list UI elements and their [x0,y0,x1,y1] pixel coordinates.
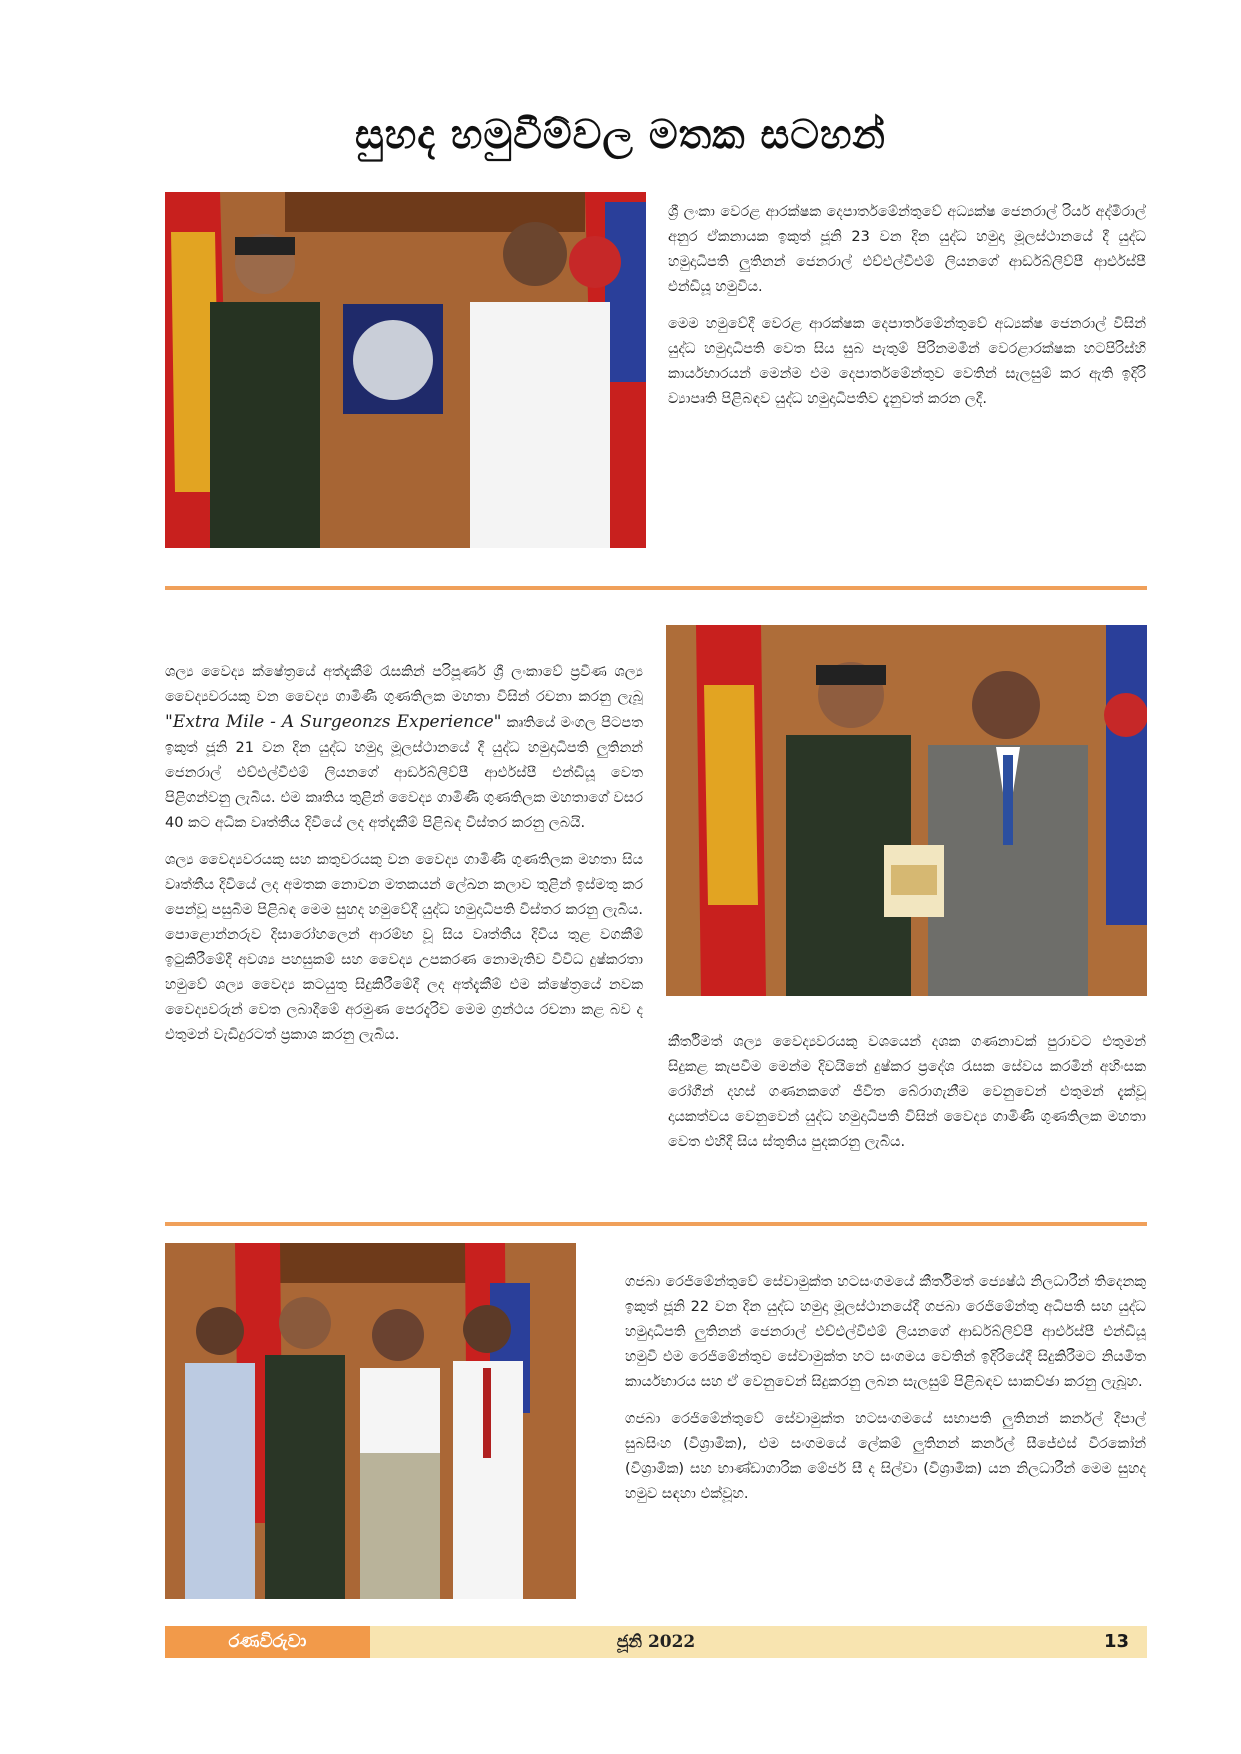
section3-paragraph-2: ගජබා රෙජිමේන්තුවේ සේවාමුක්ත හටසංගමයේ සභාපති ලුතිනන් කර්නල් දීපාල් සුබසිංහ (විශ්‍රාමික), එම සංගමයේ ලේකම් ලුතිනන් කර්නල් සීජේඑස් වීරකෝන් (විශ්‍රාමික) සහ භාණ්ඩාගාරික මේජර් සී ද සිල්වා (විශ්‍රාමික) යන නිලධාරීන් මෙම සුහද හමුව සඳහා එක්වූහ. [625,1411,1146,1502]
section2-paragraph-3: කීර්තිමත් ශල්‍ය වෛද්‍යවරයකු වශයෙන් දශක ගණනාවක් පුරාවට එතුමන් සිදුකළ කැපවීම මෙන්ම දිවයිනේ දුෂ්කර ප්‍රදේශ රැසක සේවය කරමින් අහිංසක රෝගීන් දහස් ගණනකගේ ජීවිත බේරාගැනීම වෙනුවෙන් එතුමන් දැක්වූ දායකත්වය වෙනුවෙන් යුද්ධ හමුදාධිපති විසින් වෛද්‍ය ගාමිණී ගුණතිලක මහතා වෙත එහිදී සිය ස්තුතිය පුදකරනු ලැබිය. [668,1034,1146,1150]
section2-paragraph-1-start: ශල්‍ය වෛද්‍ය ක්ෂේත්‍රයේ අත්දැකීම් රැසකින් පරිපූර්ණ ශ්‍රී ලංකාවේ ප්‍රවීණ ශල්‍ය වෛද්‍යවරයකු වන වෛද්‍ය ගාමිණී ගුණතිලක මහතා විසින් රචනා කරනු ලැබූ [165,664,643,705]
photo-plaque-presentation [165,192,646,548]
page-number: 13 [1103,1631,1129,1652]
section2-text-right [668,1030,1146,1167]
photo-book-presentation [666,625,1147,996]
section2-paragraph-2: ශල්‍ය වෛද්‍යවරයකු සහ කතුවරයකු වන වෛද්‍ය ගාමිණී ගුණතිලක මහතා සිය වෘත්තීය දිවියේ ලද අමතක නොවන මතකයන් ලේඛන කලාව තුළින් ඉස්මතු කර පෙන්වූ පසුබිම පිළිබඳ මෙම සුහද හමුවේදී යුද්ධ හමුදාධිපති විස්තර කරනු ලැබිය. පොළොන්නරුව දිසාරෝහලෙන් ආරම්භ වූ සිය වෘත්තීය දිවිය තුළ වගකීම් ඉටුකිරීමේදී අවශ්‍ය පහසුකම් සහ වෛද්‍ය උපකරණ නොමැතිව විවිධ දුෂ්කරතා හමුවේ ශල්‍ය වෛද්‍ය කටයුතු සිදුකිරීමේදී ලද අත්දැකීම් එම ක්ෂේත්‍රයේ නවක වෛද්‍යවරුන් වෙත ලබාදීමේ අරමුණ පෙරදැරිව මෙම ග්‍රන්ථය රචනා කළ බව ද එතුමන් වැඩිදුරටත් ප්‍රකාශ කරනු ලැබිය. [165,852,643,1043]
section1-paragraph-2: මෙම හමුවේදී වෙරළ ආරක්ෂක දෙපාර්තමේන්තුවේ අධ්‍යක්ෂ ජෙනරාල් විසින් යුද්ධ හමුදාධිපති වෙත සිය සුබ පැතුම් පිරිනමමින් වෙරළාරක්ෂක හටපිරිස්හි කාර්යභාරයන් මෙන්ම එම දෙපාර්තමේන්තුව වෙතින් සැලසුම් කර ඇති ඉදිරි ව්‍යාපෘති පිළිබඳව යුද්ධ හමුදාධිපතිව දැනුවත් කරන ලදී. [668,316,1146,407]
book-title: "Extra Mile - A Surgeonzs Experience" [165,712,502,732]
section1-paragraph-1: ශ්‍රී ලංකා වෙරළ ආරක්ෂක දෙපාර්තමේන්තුවේ අධ්‍යක්ෂ ජෙනරාල් රියර් අද්මිරාල් අනුර ඒකනායක ඉකුත් ජූනි 23 වන දින යුද්ධ හමුදා මූලස්ථානයේ දී යුද්ධ හමුදාධිපති ලුතිනන් ජෙනරාල් එච්එල්වීඑම් ලියනගේ ආර්ඩබ්ලිව්පී ආර්එස්පී එන්ඩියූ හමුවිය. [668,204,1146,295]
footer-date: ජූනි 2022 [616,1632,696,1652]
section2-text-left [165,660,643,1060]
section1-text [668,200,1146,424]
section2-paragraph-1 [165,660,643,836]
section3-text [625,1270,1146,1519]
section-divider [165,586,1147,590]
footer-brand: රණවිරුවා [165,1626,370,1658]
section-divider [165,1222,1147,1226]
photo-gajaba-veterans [165,1243,576,1599]
section3-paragraph-1: ගජබා රෙජිමේන්තුවේ සේවාමුක්ත හටසංගමයේ කීර්තිමත් ජ්‍යෙෂ්ඨ නිලධාරීන් තිදෙනකු ඉකුත් ජූනි 22 වන දින යුද්ධ හමුදා මූලස්ථානයේදී ගජබා රෙජිමේන්තු අධිපති සහ යුද්ධ හමුදාධිපති ලුතිනන් ජෙනරාල් එච්එල්වීඑම් ලියනගේ ආර්ඩබ්ලිව්පී ආර්එස්පී එන්ඩියූ හමුවී එම රෙජිමේන්තුව සේවාමුක්ත හට සංගමය වෙතින් ඉදිරියේදී සිදුකිරීමට නියමිත කාර්යභාරය සහ ඒ වෙනුවෙන් සිදුකරනු ලබන සැලසුම් පිළිබඳව සාකච්ඡා කරනු ලැබූහ. [625,1274,1146,1390]
page-footer [165,1626,1147,1658]
page-title: සුහද හමුවීම්වල මතක සටහන් [354,112,887,158]
section2-paragraph-1-end: කෘතියේ මංගල පිටපත ඉකුත් ජූනි 21 වන දින යුද්ධ හමුදා මූලස්ථානයේ දී යුද්ධ හමුදාධිපති ලුතිනන් ජෙනරාල් එච්එල්වීඑම් ලියනගේ ආර්ඩබ්ලිව්පී ආර්එස්පී එන්ඩියූ වෙත පිළිගන්වනු ලැබිය. එම කෘතිය තුළින් වෛද්‍ය ගාමිණී ගුණතිලක මහතාගේ වසර 40 කට අධික වෘත්තීය දිවියේ ලද අත්දැකීම් පිළිබඳ විස්තර කරනු ලබයි. [165,715,643,831]
